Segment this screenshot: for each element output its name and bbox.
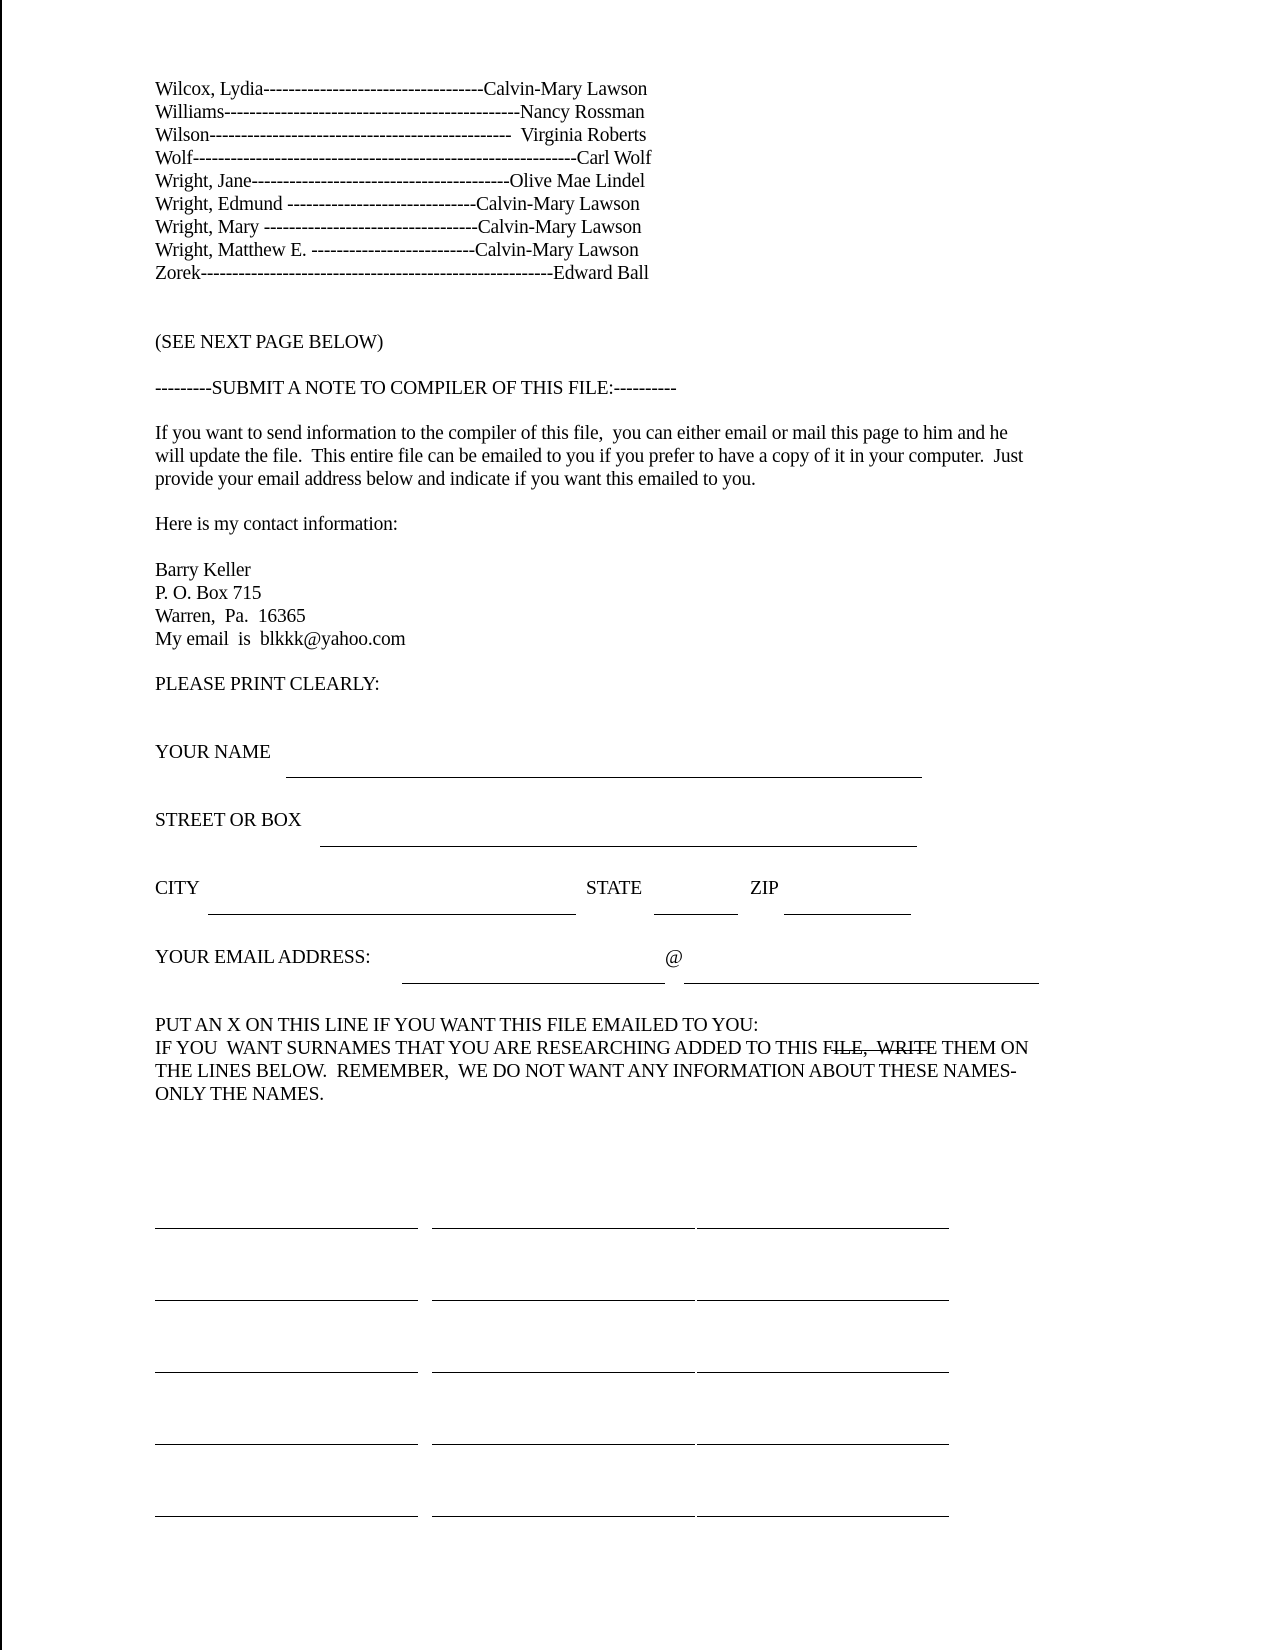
surname-line[interactable] [155,1372,418,1373]
surname-entry [155,193,640,217]
leader-dashes: -------------------------- [311,240,475,261]
researcher: Virginia Roberts [520,125,647,146]
surname-line[interactable] [432,1228,695,1229]
print-clearly-note: PLEASE PRINT CLEARLY: [155,674,380,695]
leader-dashes: ----------------------------------------------- [224,102,520,123]
surname-line[interactable] [697,1300,949,1301]
surname-entry [155,101,645,125]
surname: Wright, Edmund [155,194,288,215]
email-user-field-line[interactable] [402,983,665,984]
email-domain-field-line[interactable] [684,983,1039,984]
researcher: Calvin-Mary Lawson [483,79,648,100]
leader-dashes: ----------------------------------- [263,79,484,100]
surname-line[interactable] [155,1516,418,1517]
email-at-sign: @ [665,947,683,968]
researcher: Edward Ball [553,263,649,284]
surname-entry [155,262,649,286]
surname: Zorek [155,263,201,284]
surname-line[interactable] [155,1444,418,1445]
surname-line[interactable] [432,1516,695,1517]
surname: Wright, Mary [155,217,264,238]
contact-city: Warren, Pa. 16365 [155,606,306,627]
contact-intro: Here is my contact information: [155,514,398,535]
email-label: YOUR EMAIL ADDRESS: [155,947,371,968]
street-field-line[interactable] [320,846,917,847]
submit-heading: ---------SUBMIT A NOTE TO COMPILER OF THIS FILE:---------- [155,378,677,399]
street-label: STREET OR BOX [155,810,302,831]
contact-box: P. O. Box 715 [155,583,262,604]
zip-label: ZIP [750,878,779,899]
surname-line[interactable] [697,1516,949,1517]
surname-line[interactable] [432,1444,695,1445]
name-field-line[interactable] [286,777,922,778]
see-next-page-note: (SEE NEXT PAGE BELOW) [155,332,384,353]
leader-dashes: ----------------------------------------- [251,171,510,192]
surname-line[interactable] [697,1228,949,1229]
contact-email: My email is blkkk@yahoo.com [155,629,406,650]
city-label: CITY [155,878,200,899]
zip-field-line[interactable] [784,914,911,915]
instruction-line: ONLY THE NAMES. [155,1084,324,1105]
researcher: Calvin-Mary Lawson [474,240,639,261]
leader-dashes: ------------------------------------------------ [209,125,521,146]
surname-line[interactable] [697,1444,949,1445]
surname: Wolf [155,148,193,169]
surname-entry [155,78,647,102]
paragraph-line: provide your email address below and indicate if you want this emailed to you. [155,469,756,490]
state-label: STATE [586,878,642,899]
surname-line[interactable] [155,1300,418,1301]
researcher: Carl Wolf [576,148,652,169]
paragraph-line: will update the file. This entire file can be emailed to you if you prefer to have a copy of it in your computer. Just [155,446,1024,467]
surname-line[interactable] [432,1300,695,1301]
surname-entry [155,216,641,240]
surname: Wright, Jane [155,171,252,192]
researcher: Olive Mae Lindel [509,171,645,192]
city-field-line[interactable] [208,914,576,915]
leader-dashes: -------------------------------------------------------- [200,263,554,284]
instruction-line: THE LINES BELOW. REMEMBER, WE DO NOT WANT ANY INFORMATION ABOUT THESE NAMES- [155,1061,1017,1082]
leader-dashes: ------------------------------------------------------------- [192,148,577,169]
x-line-label: PUT AN X ON THIS LINE IF YOU WANT THIS FILE EMAILED TO YOU: [155,1015,759,1036]
surname-line[interactable] [432,1372,695,1373]
surname-entry [155,147,651,171]
surname-line[interactable] [155,1228,418,1229]
instruction-line: IF YOU WANT SURNAMES THAT YOU ARE RESEARCHING ADDED TO THIS FILE, WRITE THEM ON [155,1038,1029,1059]
surname: Wright, Matthew E. [155,240,312,261]
state-field-line[interactable] [654,914,738,915]
leader-dashes: ---------------------------------- [263,217,478,238]
surname: Wilson [155,125,210,146]
surname-entry [155,124,646,148]
surname: Wilcox, Lydia [155,79,264,100]
surname-entry [155,170,645,194]
leader-dashes: ------------------------------ [287,194,476,215]
surname-entry [155,239,639,263]
contact-name: Barry Keller [155,560,251,581]
surname-line[interactable] [697,1372,949,1373]
researcher: Calvin-Mary Lawson [475,194,640,215]
surname: Williams [155,102,225,123]
researcher: Calvin-Mary Lawson [477,217,642,238]
name-label: YOUR NAME [155,742,271,763]
paragraph-line: If you want to send information to the compiler of this file, you can either email or mail this page to him and he [155,423,1008,444]
researcher: Nancy Rossman [519,102,645,123]
